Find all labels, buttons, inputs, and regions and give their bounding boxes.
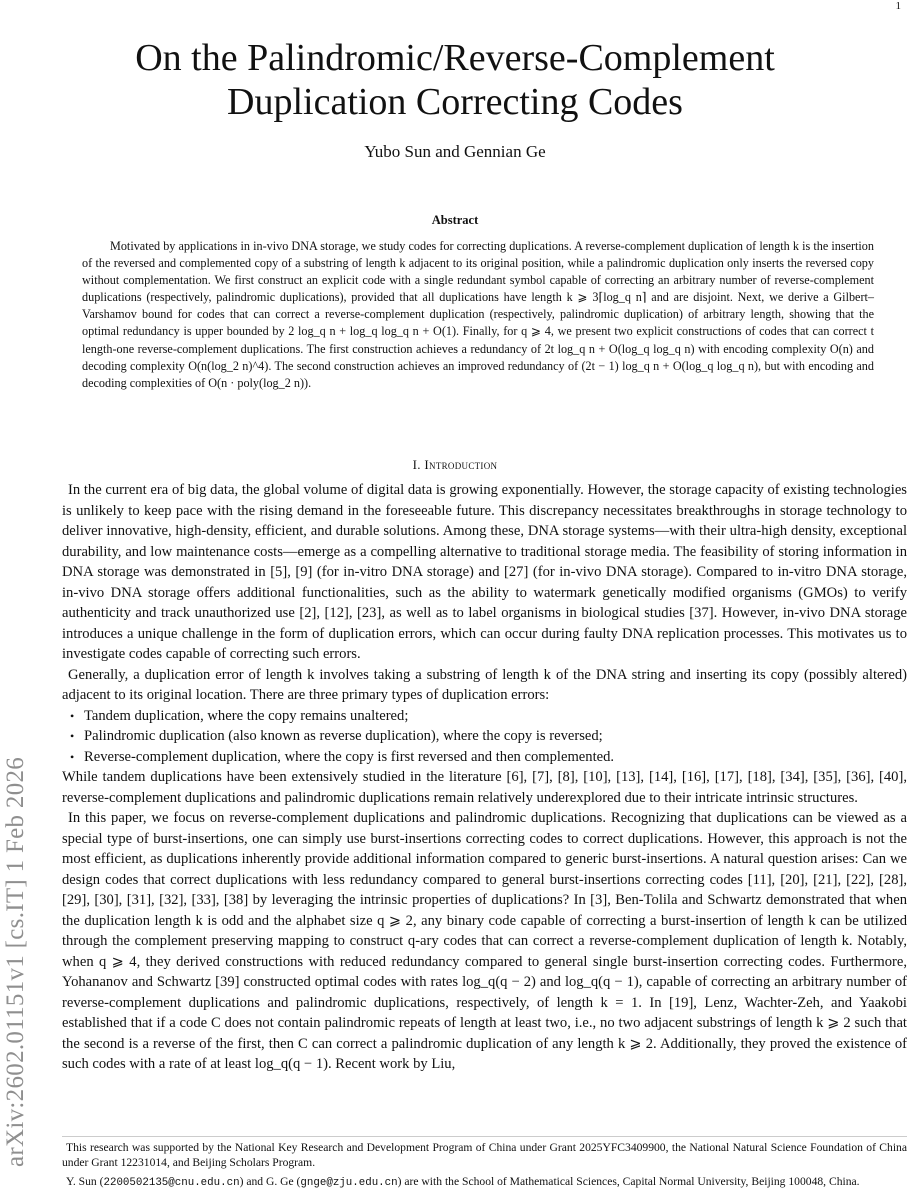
authors: Yubo Sun and Gennian Ge: [364, 142, 546, 161]
intro-paragraph-1: In the current era of big data, the global volume of digital data is growing exponentially. However, the storage capacity of existing technologies is unlikely to keep pace with the rising demand in the foreseeable future. This discrepancy necessitates breakthroughs in storage technology to deliver innovative, high-density, efficient, and durable solutions. Among these, DNA storage systems—with their ultra-high density, exceptional durability, and low maintenance costs—emerge as a compelling alternative to traditional storage media. The feasibility of storing information in DNA storage was demonstrated in [5], [9] (for in-vitro DNA storage) and [27] (for in-vivo DNA storage). Compared to in-vitro DNA storage, in-vivo DNA storage offers additional functionalities, such as the ability to watermark genetically modified organisms (GMOs) to verify authenticity and track unauthorized use [2], [12], [23], as well as to label organisms in biological studies [37]. However, in-vivo DNA storage introduces a unique challenge in the form of duplication errors, which can occur during faulty DNA replication processes. This motivates us to investigate codes capable of correcting such errors.: [62, 482, 907, 662]
section-title: Introduction: [424, 457, 498, 472]
introduction-body: [62, 480, 907, 1075]
intro-paragraph-3: While tandem duplications have been extensively studied in the literature [6], [7], [8], [10], [13], [14], [16], [17], [18], [34], [35], [36], [40], reverse-complement duplications and palindromic duplications remain relatively underexplored due to their intricate intrinsic structures.: [62, 769, 907, 806]
page-number: 1: [895, 0, 901, 12]
intro-paragraph-4: In this paper, we focus on reverse-complement duplications and palindromic duplications. Recognizing that duplications can be viewed as a special type of burst-insertions, one can simply use burst-insertions correcting codes to correct duplications. However, this approach is not the most efficient, as duplications inherently provide additional information compared to generic burst-insertions. A natural question arises: Can we design codes that correct duplications with less redundancy compared to general burst-insertions correcting codes [11], [20], [21], [22], [28], [29], [30], [31], [32], [33], [38] by leveraging the intrinsic properties of duplications? In [3], Ben-Tolila and Schwartz demonstrated that when the duplication length k is odd and the alphabet size q ⩾ 2, any binary code capable of correcting a burst-insertion of length k can be utilized through the complement preserving mapping to construct q-ary codes that can correct a reverse-complement duplication of length k. Notably, when q ⩾ 4, they derived constructions with reduced redundancy compared to general single burst-insertion correcting codes. Furthermore, Yohananov and Schwartz [39] constructed optimal codes with rates log_q(q − 2) and log_q(q − 1), capable of correcting an arbitrary number of reverse-complement duplications and palindromic duplications, respectively, of length k = 1. In [19], Lenz, Wachter-Zeh, and Yaakobi established that if a code C does not contain palindromic repeats of length at least two, i.e., no two adjacent substrings of length k ⩾ 2 such that the second is a reverse of the first, then C can correct a palindromic duplication of any length k ⩾ 2. Additionally, they proved the existence of such codes with a rate of at least log_q(q − 1). Recent work by Liu,: [62, 810, 907, 1072]
abstract-text: Motivated by applications in in-vivo DNA storage, we study codes for correcting duplications. A reverse-complement duplication of length k is the insertion of the reversed and complemented copy of a substring of length k adjacent to its original position, while a palindromic duplication only inserts the reversed copy without complementation. We first construct an explicit code with a single redundant symbol capable of correcting an arbitrary number of reverse-complement duplications (respectively, palindromic duplications), provided that all duplications have length k ⩾ 3⌈log_q n⌉ and are disjoint. Next, we derive a Gilbert–Varshamov bound for codes that can correct a reverse-complement duplication (respectively, palindromic duplication) of arbitrary length, showing that the optimal redundancy is upper bounded by 2 log_q n + log_q log_q n + O(1). Finally, for q ⩾ 4, we present two explicit constructions of codes that can correct t length-one reverse-complement duplications. The first construction achieves a redundancy of 2t log_q n + O(log_q log_q n) with encoding complexity O(n) and decoding complexity O(n(log_2 n)^4). The second construction achieves an improved redundancy of (2t − 1) log_q n + O(log_q log_q n), but with encoding and decoding complexities of O(n · poly(log_2 n)).: [82, 239, 874, 390]
footnote-rule: [62, 1136, 907, 1137]
arxiv-identifier: arXiv:2602.01151v1 [cs.IT] 1 Feb 2026: [2, 756, 29, 1167]
footnotes: [62, 1140, 907, 1191]
section-number: I.: [412, 457, 421, 472]
list-item: • Tandem duplication, where the copy remains unaltered;: [84, 706, 907, 727]
affiliation-footnote: [62, 1174, 907, 1191]
title-line-1: On the Palindromic/Reverse-Complement: [135, 37, 775, 79]
section-heading: [60, 457, 850, 473]
duplication-types-list: [62, 706, 907, 768]
paper-title: [60, 36, 850, 124]
abstract-heading: Abstract: [431, 213, 479, 227]
affiliation-suffix: ) are with the School of Mathematical Sciences, Capital Normal University, Beijing 100048, China.: [397, 1174, 860, 1188]
email-link-ge[interactable]: gnge@zju.edu.cn: [300, 1176, 398, 1189]
list-item: • Palindromic duplication (also known as reverse duplication), where the copy is reversed;: [84, 726, 907, 747]
affiliation-prefix: Y. Sun (: [66, 1174, 104, 1188]
title-line-2: Duplication Correcting Codes: [227, 81, 683, 123]
intro-paragraph-2: Generally, a duplication error of length k involves taking a substring of length k of the DNA string and inserting its copy (possibly altered) adjacent to its original location. There are three primary types of duplication errors:: [62, 666, 907, 703]
affiliation-middle: ) and G. Ge (: [239, 1174, 301, 1188]
list-item: • Reverse-complement duplication, where the copy is first reversed and then complemented.: [84, 747, 907, 768]
email-link-sun[interactable]: 2200502135@cnu.edu.cn: [103, 1176, 240, 1189]
funding-footnote: This research was supported by the National Key Research and Development Program of China under Grant 2025YFC3409900, the National Natural Science Foundation of China under Grant 12231014, and Beijing Scholars Program.: [62, 1141, 907, 1170]
